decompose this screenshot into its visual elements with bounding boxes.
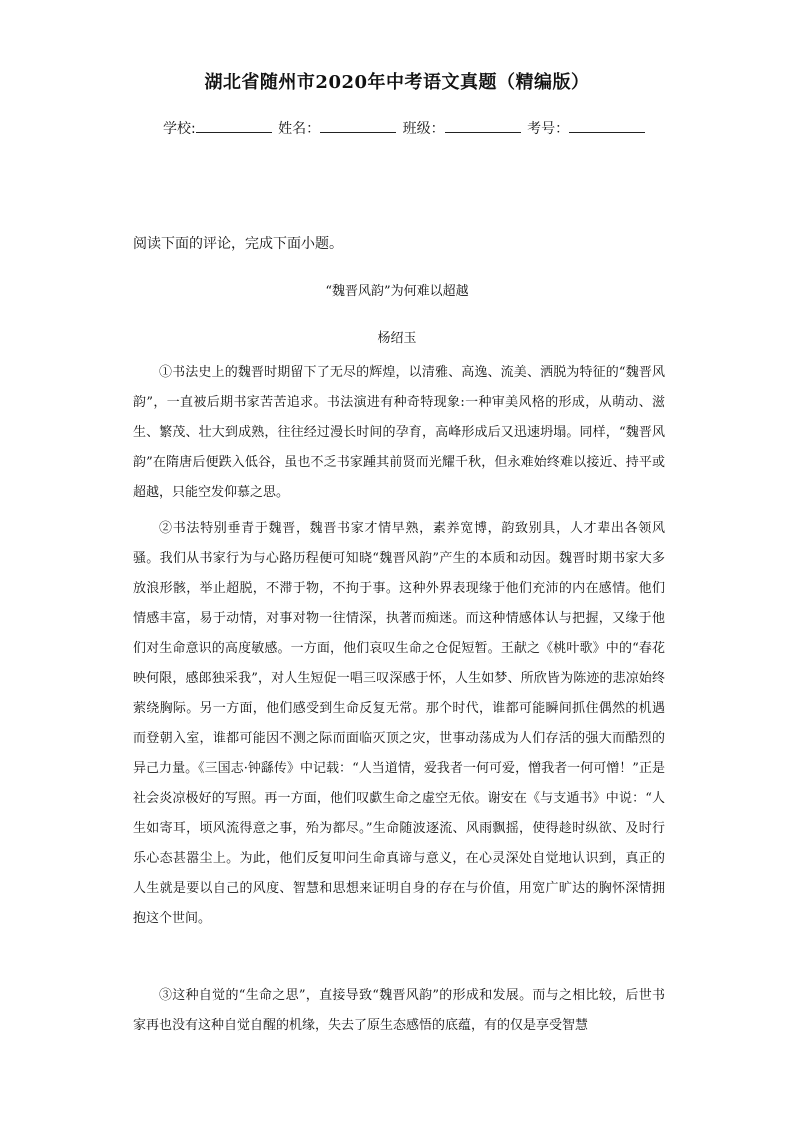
- article-paragraph-1: ①书法史上的魏晋时期留下了无尽的辉煌，以清雅、高逸、流美、洒脱为特征的“魏晋风韵”，一直被后期书家苦苦追求。书法演进有种奇特现象:一种审美风格的形成，从萌动、滋生、繁茂、壮大到成熟，往往经过漫长时间的孕育，高峰形成后又迅速坍塌。同样，“魏晋风韵”在隋唐后便跌入低谷，虽也不乏书家踵其前贤而光耀千秋，但永难始终难以接近、持平或超越，只能空发仰慕之思。: [133, 365, 665, 500]
- school-label: 学校:: [163, 121, 196, 137]
- question-instruction: 阅读下面的评论，完成下面小题。: [133, 236, 343, 252]
- class-label: 班级：: [402, 121, 445, 137]
- id-blank[interactable]: [569, 119, 645, 133]
- article-author: 杨绍玉: [377, 331, 417, 346]
- id-label: 考号：: [527, 121, 570, 137]
- student-info-line: [163, 118, 683, 138]
- name-blank[interactable]: [320, 119, 396, 133]
- article-paragraph-2: ②书法特别垂青于魏晋，魏晋书家才情早熟，素养宽博，韵致别具，人才辈出各领风骚。我们从书家行为与心路历程便可知晓“魏晋风韵”产生的本质和动因。魏晋时期书家大多放浪形骸，举止超脱，不滞于物，不拘于事。这种外界表现缘于他们充沛的内在感情。他们情感丰富，易于动情，对事对物一往情深，执著而痴迷。而这种情感体认与把握，又缘于他们对生命意识的高度敏感。一方面，他们哀叹生命之仓促短暂。王献之《桃叶歌》中的“春花映何限，感郎独采我”，对人生短促一唱三叹深感于怀，人生如梦、所欣皆为陈迹的悲凉始终萦绕胸际。另一方面，他们感受到生命反复无常。那个时代，谁都可能瞬间抓住偶然的机遇而登朝入室，谁都可能因不测之际而面临灭顶之灾，世事动荡成为人们存活的强大而酷烈的异己力量。《三国志·钟繇传》中记载：“人当道情，爱我者一何可爱，憎我者一何可憎！”正是社会炎凉极好的写照。再一方面，他们叹歔生命之虚空无依。谢安在《与支遁书》中说：“人生如寄耳，顷风流得意之事，殆为都尽。”生命随波逐流、风雨飘摇，使得趁时纵欲、及时行乐心态甚嚣尘上。为此，他们反复叩问生命真谛与意义，在心灵深处自觉地认识到，真正的人生就是要以自己的风度、智慧和思想来证明自身的存在与价值，用宽广旷达的胸怀深情拥抱这个世间。: [133, 521, 665, 926]
- class-blank[interactable]: [445, 119, 521, 133]
- school-blank[interactable]: [196, 119, 272, 133]
- article-paragraph-3: ③这种自觉的“生命之思”，直接导致“魏晋风韵”的形成和发展。而与之相比较，后世书家再也没有这种自觉自醒的机缘，失去了原生态感悟的底蕴，有的仅是享受智慧: [133, 988, 665, 1033]
- name-label: 姓名：: [278, 121, 321, 137]
- page-title: 湖北省随州市2020年中考语文真题（精编版）: [204, 72, 590, 93]
- article-title: “魏晋风韵”为何难以超越: [325, 284, 469, 299]
